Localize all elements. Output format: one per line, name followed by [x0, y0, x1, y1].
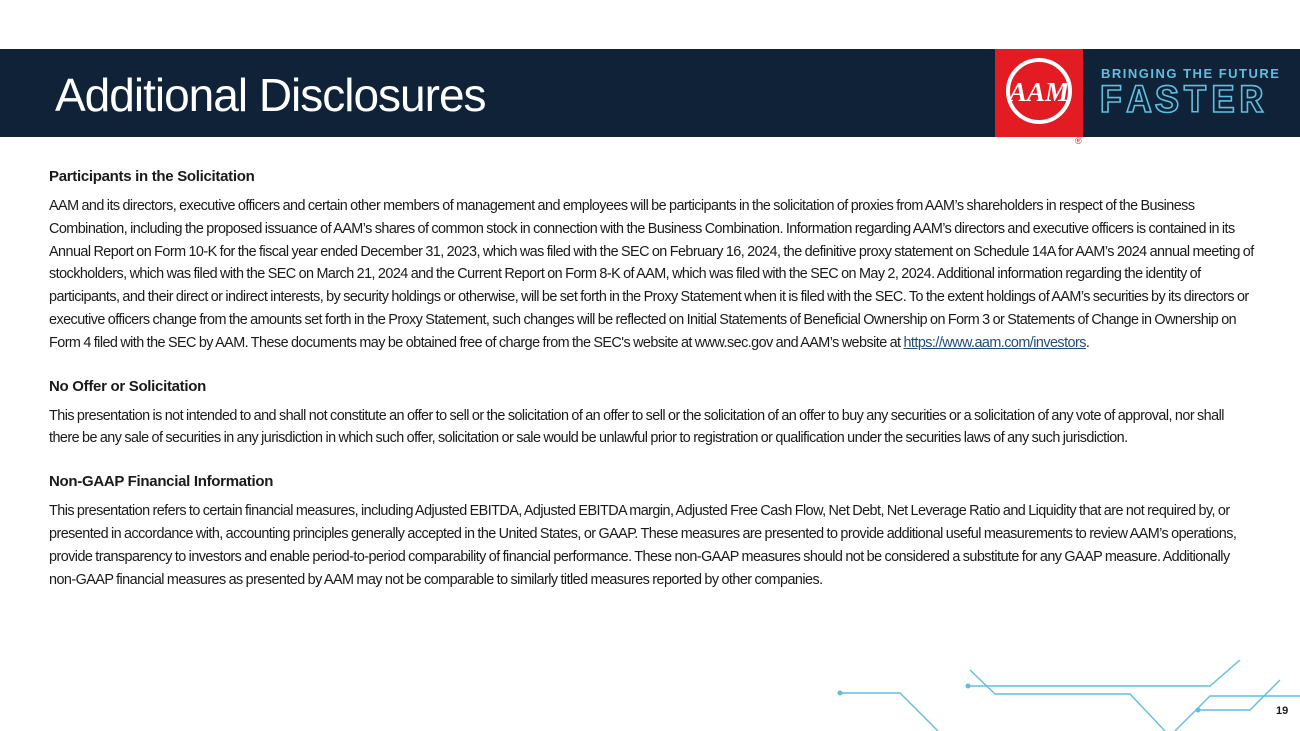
circuit-line [1198, 680, 1280, 710]
page-title: Additional Disclosures [55, 69, 486, 121]
investors-link[interactable]: https://www.aam.com/investors [903, 334, 1086, 351]
circuit-node [966, 684, 971, 689]
section-body [49, 195, 1254, 355]
body-text-end: . [1085, 334, 1090, 351]
aam-logo-icon [995, 49, 1083, 137]
circuit-line [968, 660, 1240, 686]
circuit-line [840, 693, 938, 731]
aam-logo [995, 49, 1083, 137]
section-non-gaap [49, 470, 1254, 591]
section-no-offer [49, 375, 1254, 451]
section-heading: Non-GAAP Financial Information [49, 473, 274, 491]
section-participants [49, 165, 1254, 355]
section-heading: No Offer or Solicitation [49, 377, 206, 395]
circuit-line [970, 670, 1165, 731]
body-text: AAM and its directors, executive officers and certain other members of management and employees will be participants in the solicitation of proxies from AAM’s shareholders in respect of the Business Combination, including the proposed issuance of AAM’s shares of common stock in connection with the Business Combination. Information regarding AAM’s directors and executive officers is contained in its Annual Report on Form 10-K for the fiscal year ended December 31, 2023, which was filed with the SEC on February 16, 2024, the definitive proxy statement on Schedule 14A for AAM’s 2024 annual meeting of stockholders, which was filed with the SEC on March 21, 2024 and the Current Report on Form 8-K of AAM, which was filed with the SEC on May 2, 2024. Additional information regarding the identity of participants, and their direct or indirect interests, by security holdings or otherwise, will be set forth in the Proxy Statement when it is filed with the SEC. To the extent holdings of AAM’s securities by its directors or executive officers change from the amounts set forth in the Proxy Statement, such changes will be reflected on Initial Statements of Beneficial Ownership on Form 3 or Statements of Change in Ownership on Form 4 filed with the SEC by AAM. These documents may be obtained free of charge from the SEC's website at www.sec.gov and AAM’s website at [49, 198, 1254, 351]
tagline-bringing: BRINGING THE FUTURE [1101, 66, 1281, 81]
disclosures-content [49, 165, 1254, 611]
logo-text: AAM [1008, 77, 1070, 107]
circuit-node [1196, 708, 1201, 713]
circuit-lines-decoration [800, 660, 1300, 731]
section-body: This presentation refers to certain financial measures, including Adjusted EBITDA, Adjusted EBITDA margin, Adjusted Free Cash Flow, Net Debt, Net Leverage Ratio and Liquidity that are not required by, or presented in accordance with, accounting principles generally accepted in the United States, or GAAP. These measures are presented to provide additional useful measurements to review AAM’s operations, provide transparency to investors and enable period-to-period comparability of financial performance. These non-GAAP measures should not be considered a substitute for any GAAP measure. Additionally non-GAAP financial measures as presented by AAM may not be comparable to similarly titled measures reported by other companies. [49, 503, 1237, 588]
tagline-faster: FASTER [1099, 80, 1268, 125]
header-bar [0, 49, 1300, 137]
circuit-node [838, 691, 843, 696]
page-number: 19 [1276, 705, 1289, 717]
section-heading: Participants in the Solicitation [49, 168, 255, 185]
registered-mark: ® [1075, 136, 1082, 146]
section-body: This presentation is not intended to and shall not constitute an offer to sell or the solicitation of an offer to sell or the solicitation of an offer to buy any securities or a solicitation of any vote of approval, nor shall there be any sale of securities in any jurisdiction in which such offer, solicitation or sale would be unlawful prior to registration or qualification under the securities laws of any such jurisdiction. [49, 407, 1224, 447]
